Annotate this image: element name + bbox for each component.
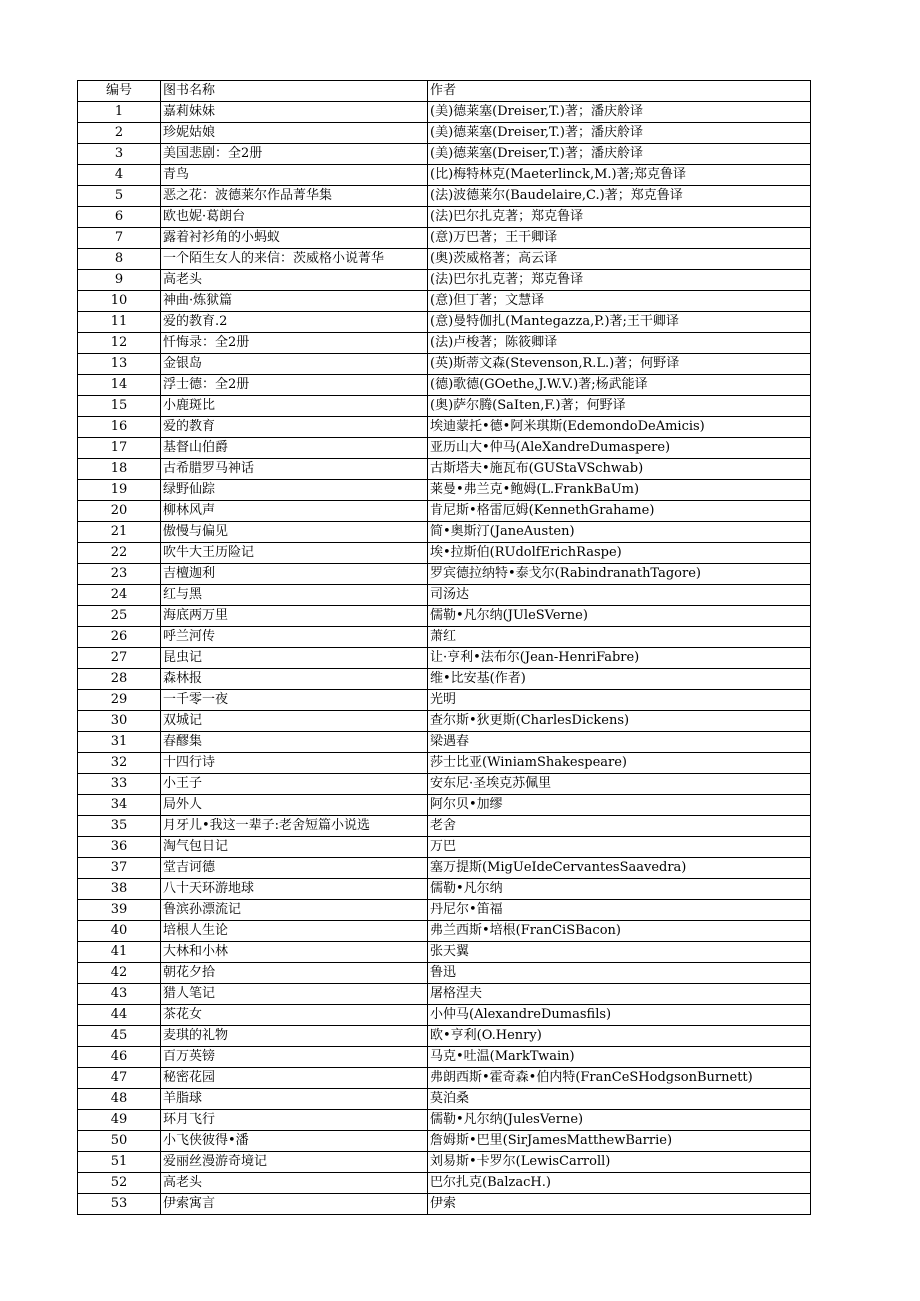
row-title: 堂吉诃德 — [161, 858, 428, 879]
row-number: 23 — [78, 564, 161, 585]
row-title: 柳林风声 — [161, 501, 428, 522]
row-number: 47 — [78, 1068, 161, 1089]
table-row — [78, 963, 811, 984]
row-title: 古希腊罗马神话 — [161, 459, 428, 480]
row-author: 古斯塔夫•施瓦布(GUStaVSchwab) — [428, 459, 811, 480]
row-title: 淘气包日记 — [161, 837, 428, 858]
row-title: 茶花女 — [161, 1005, 428, 1026]
row-title: 海底两万里 — [161, 606, 428, 627]
row-author: 欧•亨利(O.Henry) — [428, 1026, 811, 1047]
row-number: 53 — [78, 1194, 161, 1215]
row-number: 6 — [78, 207, 161, 228]
row-number: 26 — [78, 627, 161, 648]
row-number: 11 — [78, 312, 161, 333]
row-title: 恶之花：波德莱尔作品菁华集 — [161, 186, 428, 207]
row-author: 张天翼 — [428, 942, 811, 963]
row-number: 44 — [78, 1005, 161, 1026]
row-number: 29 — [78, 690, 161, 711]
row-number: 5 — [78, 186, 161, 207]
row-author: 埃•拉斯伯(RUdolfErichRaspe) — [428, 543, 811, 564]
row-title: 培根人生论 — [161, 921, 428, 942]
row-number: 3 — [78, 144, 161, 165]
table-row — [78, 102, 811, 123]
table-row — [78, 1005, 811, 1026]
row-title: 浮士德：全2册 — [161, 375, 428, 396]
row-number: 51 — [78, 1152, 161, 1173]
table-row — [78, 291, 811, 312]
row-title: 环月飞行 — [161, 1110, 428, 1131]
row-title: 一千零一夜 — [161, 690, 428, 711]
table-row — [78, 753, 811, 774]
row-title: 高老头 — [161, 1173, 428, 1194]
row-author: 罗宾德拉纳特•泰戈尔(RabindranathTagore) — [428, 564, 811, 585]
table-row — [78, 732, 811, 753]
table-row — [78, 1068, 811, 1089]
row-author: 儒勒•凡尔纳 — [428, 879, 811, 900]
row-number: 24 — [78, 585, 161, 606]
row-number: 39 — [78, 900, 161, 921]
table-row — [78, 1110, 811, 1131]
row-author: 万巴 — [428, 837, 811, 858]
table-row — [78, 396, 811, 417]
row-number: 35 — [78, 816, 161, 837]
row-author: 亚历山大•仲马(AleXandreDumaspere) — [428, 438, 811, 459]
row-title: 小王子 — [161, 774, 428, 795]
table-row — [78, 543, 811, 564]
table-row — [78, 123, 811, 144]
row-number: 31 — [78, 732, 161, 753]
row-author: 鲁迅 — [428, 963, 811, 984]
row-title: 大林和小林 — [161, 942, 428, 963]
table-row — [78, 690, 811, 711]
row-number: 2 — [78, 123, 161, 144]
row-title: 珍妮姑娘 — [161, 123, 428, 144]
table-row — [78, 669, 811, 690]
row-author: (美)德莱塞(Dreiser,T.)著；潘庆舲译 — [428, 144, 811, 165]
row-author: 刘易斯•卡罗尔(LewisCarroll) — [428, 1152, 811, 1173]
table-row — [78, 942, 811, 963]
row-number: 4 — [78, 165, 161, 186]
row-title: 绿野仙踪 — [161, 480, 428, 501]
row-number: 36 — [78, 837, 161, 858]
table-row — [78, 438, 811, 459]
row-title: 青鸟 — [161, 165, 428, 186]
row-number: 32 — [78, 753, 161, 774]
row-author: 马克•吐温(MarkTwain) — [428, 1047, 811, 1068]
row-author: 埃迪蒙托•德•阿米琪斯(EdemondoDeAmicis) — [428, 417, 811, 438]
book-list-table — [77, 80, 811, 1215]
table-row — [78, 186, 811, 207]
row-author: 梁遇春 — [428, 732, 811, 753]
row-title: 爱的教育 — [161, 417, 428, 438]
row-author: 伊索 — [428, 1194, 811, 1215]
row-number: 27 — [78, 648, 161, 669]
row-author: 詹姆斯•巴里(SirJamesMatthewBarrie) — [428, 1131, 811, 1152]
row-author: 简•奥斯汀(JaneAusten) — [428, 522, 811, 543]
row-author: (美)德莱塞(Dreiser,T.)著；潘庆舲译 — [428, 102, 811, 123]
table-row — [78, 354, 811, 375]
table-row — [78, 648, 811, 669]
row-number: 21 — [78, 522, 161, 543]
row-author: 莫泊桑 — [428, 1089, 811, 1110]
row-author: (比)梅特林克(Maeterlinck,M.)著;郑克鲁译 — [428, 165, 811, 186]
row-author: (法)巴尔扎克著；郑克鲁译 — [428, 270, 811, 291]
row-title: 麦琪的礼物 — [161, 1026, 428, 1047]
row-title: 嘉莉妹妹 — [161, 102, 428, 123]
row-author: (奥)萨尔腾(SaIten,F.)著；何野译 — [428, 396, 811, 417]
row-title: 森林报 — [161, 669, 428, 690]
row-author: 肯尼斯•格雷厄姆(KennethGrahame) — [428, 501, 811, 522]
row-author: 莎士比亚(WiniamShakespeare) — [428, 753, 811, 774]
row-author: 弗兰西斯•培根(FranCiSBacon) — [428, 921, 811, 942]
row-title: 露着衬衫角的小蚂蚁 — [161, 228, 428, 249]
table-row — [78, 585, 811, 606]
row-number: 34 — [78, 795, 161, 816]
row-number: 52 — [78, 1173, 161, 1194]
row-title: 昆虫记 — [161, 648, 428, 669]
row-number: 13 — [78, 354, 161, 375]
row-number: 25 — [78, 606, 161, 627]
table-row — [78, 564, 811, 585]
row-number: 10 — [78, 291, 161, 312]
row-author: 司汤达 — [428, 585, 811, 606]
row-number: 38 — [78, 879, 161, 900]
row-title: 局外人 — [161, 795, 428, 816]
row-title: 鲁滨孙漂流记 — [161, 900, 428, 921]
table-row — [78, 984, 811, 1005]
table-row — [78, 228, 811, 249]
row-author: 老舍 — [428, 816, 811, 837]
table-row — [78, 417, 811, 438]
table-row — [78, 837, 811, 858]
row-author: 查尔斯•狄更斯(CharlesDickens) — [428, 711, 811, 732]
row-number: 49 — [78, 1110, 161, 1131]
row-number: 40 — [78, 921, 161, 942]
row-author: (法)卢梭著；陈筱卿译 — [428, 333, 811, 354]
row-author: 巴尔扎克(BalzacH.) — [428, 1173, 811, 1194]
row-number: 46 — [78, 1047, 161, 1068]
row-number: 41 — [78, 942, 161, 963]
row-title: 羊脂球 — [161, 1089, 428, 1110]
table-row — [78, 1173, 811, 1194]
table-row — [78, 1131, 811, 1152]
table-row — [78, 270, 811, 291]
row-title: 小鹿斑比 — [161, 396, 428, 417]
row-author: (意)曼特伽扎(Mantegazza,P.)著;王干卿译 — [428, 312, 811, 333]
row-number: 19 — [78, 480, 161, 501]
row-number: 30 — [78, 711, 161, 732]
table-row — [78, 207, 811, 228]
row-title: 双城记 — [161, 711, 428, 732]
row-author: (美)德莱塞(Dreiser,T.)著；潘庆舲译 — [428, 123, 811, 144]
row-title: 春醪集 — [161, 732, 428, 753]
table-row — [78, 795, 811, 816]
row-number: 14 — [78, 375, 161, 396]
row-number: 18 — [78, 459, 161, 480]
row-title: 美国悲剧：全2册 — [161, 144, 428, 165]
table-row — [78, 921, 811, 942]
row-title: 爱丽丝漫游奇境记 — [161, 1152, 428, 1173]
table-row — [78, 816, 811, 837]
row-author: (法)波德莱尔(Baudelaire,C.)著；郑克鲁译 — [428, 186, 811, 207]
row-author: 屠格涅夫 — [428, 984, 811, 1005]
header-number: 编号 — [78, 81, 161, 102]
table-row — [78, 459, 811, 480]
row-title: 月牙儿•我这一辈子:老舍短篇小说选 — [161, 816, 428, 837]
row-author: (法)巴尔扎克著；郑克鲁译 — [428, 207, 811, 228]
table-row — [78, 1194, 811, 1215]
row-title: 八十天环游地球 — [161, 879, 428, 900]
header-author: 作者 — [428, 81, 811, 102]
row-author: 维•比安基(作者) — [428, 669, 811, 690]
table-row — [78, 312, 811, 333]
table-row — [78, 480, 811, 501]
table-row — [78, 606, 811, 627]
row-author: 安东尼·圣埃克苏佩里 — [428, 774, 811, 795]
row-number: 12 — [78, 333, 161, 354]
row-author: (意)万巴著；王干卿译 — [428, 228, 811, 249]
row-number: 43 — [78, 984, 161, 1005]
row-title: 红与黑 — [161, 585, 428, 606]
row-number: 8 — [78, 249, 161, 270]
row-author: 儒勒•凡尔纳(JulesVerne) — [428, 1110, 811, 1131]
table-row — [78, 711, 811, 732]
row-title: 猎人笔记 — [161, 984, 428, 1005]
row-author: 儒勒•凡尔纳(JUleSVerne) — [428, 606, 811, 627]
row-author: 小仲马(AlexandreDumasfils) — [428, 1005, 811, 1026]
row-title: 吹牛大王历险记 — [161, 543, 428, 564]
row-number: 33 — [78, 774, 161, 795]
row-author: 塞万提斯(MigUeIdeCervantesSaavedra) — [428, 858, 811, 879]
row-author: (奥)茨威格著；高云译 — [428, 249, 811, 270]
row-author: (英)斯蒂文森(Stevenson,R.L.)著；何野译 — [428, 354, 811, 375]
row-title: 爱的教育.2 — [161, 312, 428, 333]
table-row — [78, 249, 811, 270]
row-number: 16 — [78, 417, 161, 438]
row-title: 秘密花园 — [161, 1068, 428, 1089]
row-title: 神曲·炼狱篇 — [161, 291, 428, 312]
row-author: 丹尼尔•笛福 — [428, 900, 811, 921]
row-title: 朝花夕拾 — [161, 963, 428, 984]
row-number: 42 — [78, 963, 161, 984]
table-row — [78, 165, 811, 186]
table-row — [78, 333, 811, 354]
row-number: 17 — [78, 438, 161, 459]
row-author: 弗朗西斯•霍奇森•伯内特(FranCeSHodgsonBurnett) — [428, 1068, 811, 1089]
row-number: 15 — [78, 396, 161, 417]
row-author: 阿尔贝•加缪 — [428, 795, 811, 816]
row-number: 37 — [78, 858, 161, 879]
table-row — [78, 1089, 811, 1110]
table-row — [78, 1026, 811, 1047]
table-row — [78, 375, 811, 396]
table-row — [78, 1152, 811, 1173]
row-title: 高老头 — [161, 270, 428, 291]
row-author: 莱曼•弗兰克•鲍姆(L.FrankBaUm) — [428, 480, 811, 501]
row-title: 伊索寓言 — [161, 1194, 428, 1215]
row-title: 金银岛 — [161, 354, 428, 375]
row-title: 基督山伯爵 — [161, 438, 428, 459]
table-row — [78, 627, 811, 648]
row-author: 让·亨利•法布尔(Jean-HenriFabre) — [428, 648, 811, 669]
row-title: 十四行诗 — [161, 753, 428, 774]
table-row — [78, 501, 811, 522]
row-number: 20 — [78, 501, 161, 522]
row-author: (意)但丁著；文慧译 — [428, 291, 811, 312]
table-row — [78, 522, 811, 543]
table-row — [78, 774, 811, 795]
book-list-body — [78, 81, 811, 1215]
row-author: 萧红 — [428, 627, 811, 648]
row-title: 吉檀迦利 — [161, 564, 428, 585]
row-number: 9 — [78, 270, 161, 291]
row-number: 50 — [78, 1131, 161, 1152]
table-row — [78, 1047, 811, 1068]
table-row — [78, 144, 811, 165]
row-number: 1 — [78, 102, 161, 123]
table-row — [78, 858, 811, 879]
table-row — [78, 900, 811, 921]
row-author: (德)歌德(GOethe,J.W.V.)著;杨武能译 — [428, 375, 811, 396]
row-author: 光明 — [428, 690, 811, 711]
row-title: 小飞侠彼得•潘 — [161, 1131, 428, 1152]
row-number: 22 — [78, 543, 161, 564]
row-title: 傲慢与偏见 — [161, 522, 428, 543]
row-number: 45 — [78, 1026, 161, 1047]
row-title: 忏悔录：全2册 — [161, 333, 428, 354]
row-title: 百万英镑 — [161, 1047, 428, 1068]
header-row — [78, 81, 811, 102]
table-row — [78, 879, 811, 900]
row-title: 欧也妮·葛朗台 — [161, 207, 428, 228]
row-number: 48 — [78, 1089, 161, 1110]
row-title: 呼兰河传 — [161, 627, 428, 648]
row-title: 一个陌生女人的来信：茨威格小说菁华 — [161, 249, 428, 270]
header-title: 图书名称 — [161, 81, 428, 102]
row-number: 28 — [78, 669, 161, 690]
row-number: 7 — [78, 228, 161, 249]
